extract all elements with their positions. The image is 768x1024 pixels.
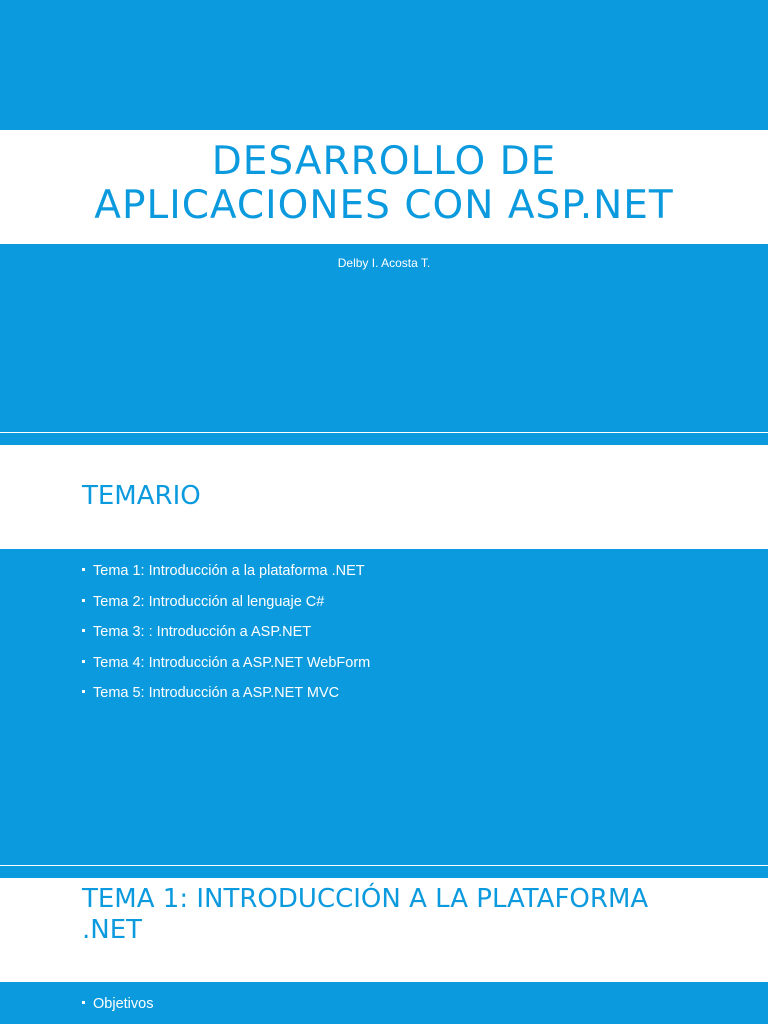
slide-heading: TEMARIO	[82, 481, 201, 511]
bullet-icon	[82, 690, 85, 693]
list-item-text: Tema 2: Introducción al lenguaje C#	[93, 593, 325, 610]
title-line-2: APLICACIONES CON ASP.NET	[94, 183, 674, 228]
list-item	[82, 622, 370, 653]
temario-slide	[0, 433, 768, 865]
heading-line-2: .NET	[82, 915, 143, 945]
list-item-text: Objetivos	[93, 996, 154, 1012]
bullet-icon	[82, 1001, 85, 1004]
bullet-icon	[82, 599, 85, 602]
presentation-title	[0, 140, 768, 228]
bullet-icon	[82, 629, 85, 632]
heading-line-1: TEMA 1: INTRODUCCIÓN A LA PLATAFORMA	[82, 884, 649, 914]
author-name: Delby I. Acosta T.	[337, 256, 431, 270]
tema1-slide	[0, 866, 768, 1024]
list-item-text: Tema 4: Introducción a ASP.NET WebForm	[93, 654, 371, 671]
slide-heading	[82, 884, 702, 946]
list-item-text: Tema 3: : Introducción a ASP.NET	[93, 624, 312, 640]
topic-list	[82, 561, 370, 714]
list-item	[82, 653, 370, 684]
list-item	[82, 683, 370, 714]
list-item	[82, 561, 370, 592]
list-item-text: Tema 5: Introducción a ASP.NET MVC	[93, 685, 340, 701]
bullet-icon	[82, 568, 85, 571]
title-slide	[0, 0, 768, 432]
list-item	[82, 592, 370, 623]
list-item	[82, 994, 153, 1024]
list-item-text: Tema 1: Introducción a la plataforma .NET	[93, 563, 365, 579]
title-line-1: DESARROLLO DE	[211, 139, 557, 184]
bullet-icon	[82, 660, 85, 663]
topic-list	[82, 994, 153, 1024]
